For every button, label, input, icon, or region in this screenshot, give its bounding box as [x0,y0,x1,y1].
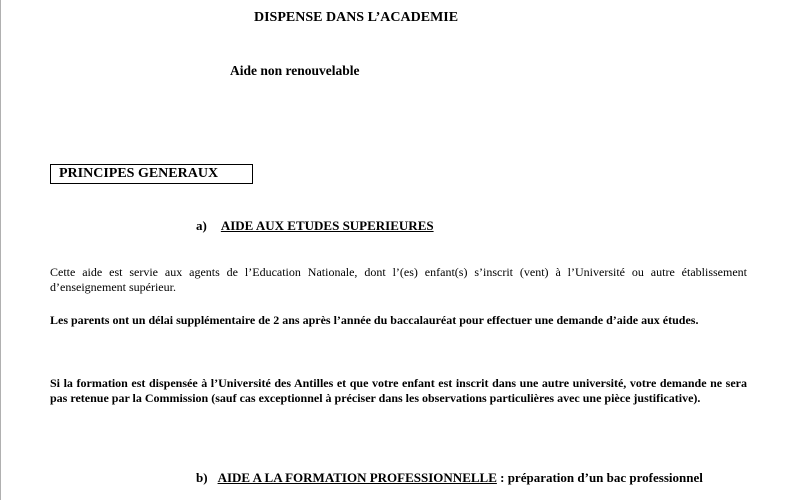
document-subtitle: Aide non renouvelable [230,63,360,78]
paragraph-university-condition: Si la formation est dispensée à l’Université des Antilles et que votre enfant est inscrit dans une autre université, votre demande ne sera pas retenue par la Commission (sauf cas exceptionnel à préciser dans les observations particulières avec une pièce justificative). [50,376,747,405]
section-b-suffix: : préparation d’un bac professionnel [496,470,703,485]
paragraph-deadline: Les parents ont un délai supplémentaire de 2 ans après l’année du baccalauréat pour effectuer une demande d’aide aux études. [50,313,699,327]
section-b-title: AIDE A LA FORMATION PROFESSIONNELLE [217,470,497,485]
paragraph-eligibility: Cette aide est servie aux agents de l’Education Nationale, dont l’(es) enfant(s) s’inscrit (vent) à l’Université ou autre établissement d’enseignement supérieur. [50,265,747,294]
boxed-section-heading: PRINCIPES GENERAUX [50,164,253,184]
section-b-letter: b) [196,470,208,485]
section-a-letter: a) [196,218,207,233]
section-b-heading [196,470,703,486]
section-a-heading [196,218,434,234]
document-title: DISPENSE DANS L’ACADEMIE [254,10,459,25]
section-a-title: AIDE AUX ETUDES SUPERIEURES [220,218,434,233]
